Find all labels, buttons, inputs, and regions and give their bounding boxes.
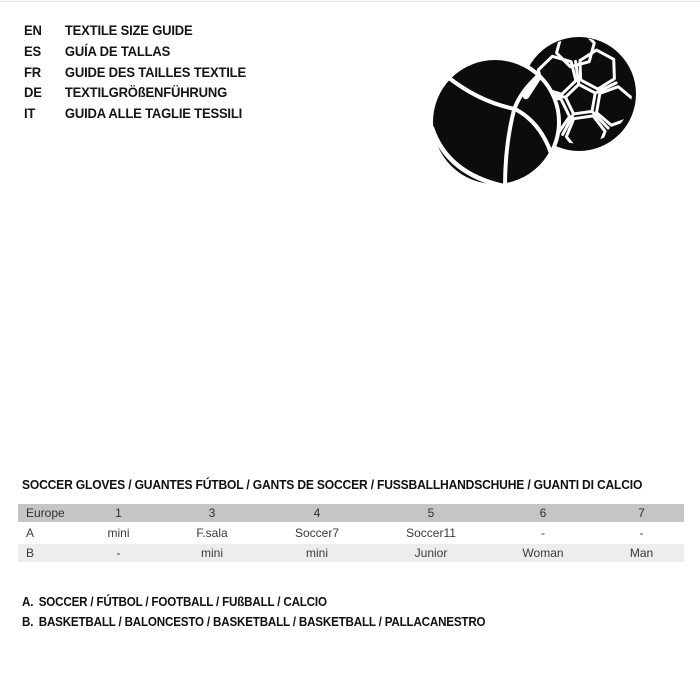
header-cell-size: 7 — [599, 504, 684, 523]
size-table — [18, 504, 684, 562]
header-cell-region: Europe — [18, 504, 72, 523]
header-cell-size: 1 — [72, 504, 165, 523]
footnote-marker: A. — [22, 595, 34, 609]
table-cell: - — [487, 523, 599, 543]
language-code: DE — [24, 84, 42, 101]
footnote-marker: B. — [22, 614, 34, 629]
language-code: EN — [24, 22, 42, 38]
table-cell: mini — [165, 543, 259, 562]
header-cell-size: 5 — [375, 504, 487, 523]
row-label: A — [18, 523, 72, 543]
language-label: TEXTILGRÖßENFÜHRUNG — [64, 84, 228, 101]
header-cell-size: 6 — [487, 504, 599, 523]
language-row-fr — [24, 62, 246, 83]
language-code: FR — [24, 63, 41, 80]
language-row-es — [24, 41, 246, 62]
table-cell: Woman — [487, 543, 599, 562]
footnote-soccer — [22, 593, 485, 613]
language-label: GUIDA ALLE TAGLIE TESSILI — [64, 105, 243, 122]
table-cell: Junior — [375, 543, 487, 562]
basketball-icon — [431, 58, 559, 187]
footnotes — [22, 593, 520, 632]
table-cell: mini — [72, 523, 165, 543]
size-table-header-row — [18, 504, 684, 523]
footnote-basketball — [22, 613, 485, 633]
table-cell: - — [72, 543, 165, 562]
language-row-de — [24, 82, 246, 103]
language-label: GUIDE DES TAILLES TEXTILE — [64, 63, 246, 80]
language-label: TEXTILE SIZE GUIDE — [64, 22, 193, 38]
row-label: B — [18, 543, 72, 562]
language-row-en — [24, 20, 246, 41]
table-row-soccer — [18, 523, 684, 543]
table-cell: mini — [259, 543, 375, 562]
page-top-border — [0, 1, 700, 2]
balls-illustration — [420, 10, 680, 210]
footnote-text: BASKETBALL / BALONCESTO / BASKETBALL / BASKETBALL / PALLACANESTRO — [38, 614, 486, 629]
size-table-title: SOCCER GLOVES / GUANTES FÚTBOL / GANTS DE SOCCER / FUSSBALLHANDSCHUHE / GUANTI DI CALCIO — [22, 477, 643, 492]
language-row-it — [24, 103, 246, 124]
table-cell: Soccer7 — [259, 523, 375, 543]
header-cell-size: 4 — [259, 504, 375, 523]
language-title-list — [24, 20, 263, 124]
table-row-basketball — [18, 543, 684, 562]
table-cell: F.sala — [165, 523, 259, 543]
footnote-text: SOCCER / FÚTBOL / FOOTBALL / FUßBALL / CALCIO — [38, 595, 327, 609]
header-cell-size: 3 — [165, 504, 259, 523]
language-code: ES — [24, 42, 42, 59]
table-cell: Soccer11 — [375, 523, 487, 543]
language-label: GUÍA DE TALLAS — [64, 42, 171, 59]
table-cell: - — [599, 523, 684, 543]
table-cell: Man — [599, 543, 684, 562]
language-code: IT — [24, 105, 36, 122]
